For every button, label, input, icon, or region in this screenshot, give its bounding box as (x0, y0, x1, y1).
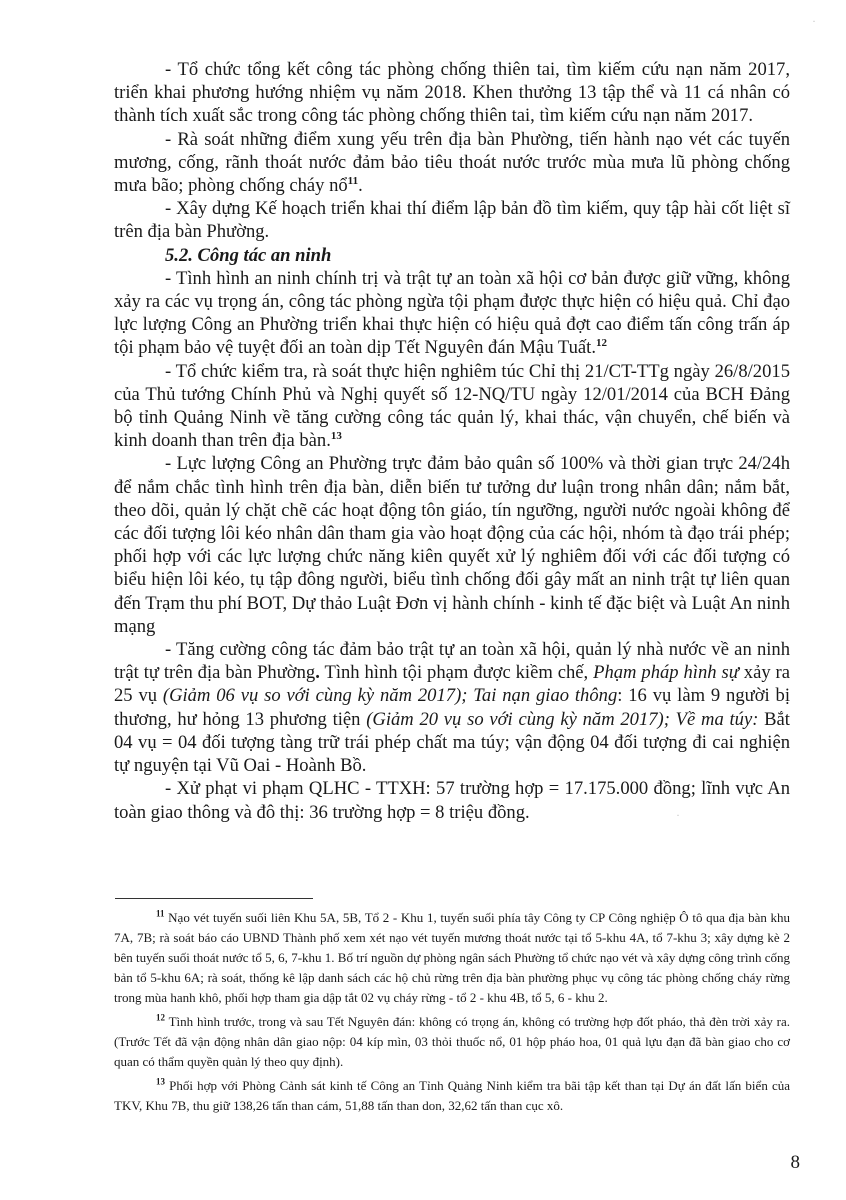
paragraph-8: - Xử phạt vi phạm QLHC - TTXH: 57 trường hợp = 17.175.000 đồng; lĩnh vực An toàn giao thông và đô thị: 36 trường hợp = 8 triệu đồng. (114, 778, 790, 823)
footnote-13: $^{13}$ Phối hợp với Phòng Cảnh sát kinh tế Công an Tỉnh Quảng Ninh kiểm tra bãi tập kết than tại Dự án đất lấn biển của TKV, Khu 7B, thu giữ 138,26 tấn than cám, 51,88 tấn than don, 32,62 tấn than cục xô. (114, 1076, 790, 1113)
paragraph-4: - Tình hình an ninh chính trị và trật tự an toàn xã hội cơ bản được giữ vững, không xảy ra các vụ trọng án, công tác phòng ngừa tội phạm được thực hiện có hiệu quả. Chỉ đạo lực lượng Công an Phường triển khai thực hiện có hiệu quả đợt cao điểm tấn công trấn áp tội phạm bảo vệ tuyệt đối an toàn dịp Tết Nguyên đán Mậu Tuất.$^{12}$ (114, 267, 790, 359)
paragraph-1: - Tổ chức tổng kết công tác phòng chống thiên tai, tìm kiếm cứu nạn năm 2017, triển khai phương hướng nhiệm vụ năm 2018. Khen thưởng 13 tập thể và 11 cá nhân có thành tích xuất sắc trong công tác phòng chống thiên tai, tìm kiếm cứu nạn năm 2017. (114, 59, 790, 127)
footnote-divider (115, 898, 313, 899)
paragraph-5: - Tổ chức kiểm tra, rà soát thực hiện nghiêm túc Chỉ thị 21/CT-TTg ngày 26/8/2015 của Thủ tướng Chính Phủ và Nghị quyết số 12-NQ/TU ngày 12/01/2014 của BCH Đảng bộ tỉnh Quảng Ninh về tăng cường công tác quản lý, khai thác, vận chuyển, chế biến và kinh doanh than trên địa bàn.$^{13}$ (114, 360, 790, 452)
paragraph-2: - Rà soát những điểm xung yếu trên địa bàn Phường, tiến hành nạo vét các tuyến mương, cống, rãnh thoát nước đảm bảo tiêu thoát nước trước mùa mưa lũ phòng chống mưa bão; phòng chống cháy nổ$^{11}$. (114, 128, 790, 197)
page-number: 8 (790, 1152, 800, 1173)
body-text (114, 58, 790, 824)
paragraph-3: - Xây dựng Kế hoạch triển khai thí điểm lập bản đồ tìm kiếm, quy tập hài cốt liệt sĩ trên địa bàn Phường. (114, 198, 790, 243)
footnote-ref-12[interactable]: 12 (596, 337, 607, 350)
footnote-11: $^{11}$ Nạo vét tuyến suối liên Khu 5A, 5B, Tổ 2 - Khu 1, tuyến suối phía tây Công ty CP Công nghiệp Ô tô qua địa bàn khu 7A, 7B; rà soát báo cáo UBND Thành phố xem xét nạo vét tuyến mương thoát nước tại tổ 5-khu 4A, tổ 7-khu 3; xây dựng kè 2 bên tuyến suối thoát nước tổ 5, 6, 7-khu 1. Bố trí nguồn dự phòng ngân sách Phường tổ chức nạo vét và xây dựng công trình cống bản tổ 5-khu 6A; rà soát, thống kê lập danh sách các hộ chủ rừng trên địa bàn phường phục vụ công tác phòng chống cháy rừng trong mùa hanh khô, phối hợp tham gia dập tắt 02 vụ cháy rừng - tổ 2 - khu 4B, tổ 5, 6 - khu 2. (114, 908, 790, 1005)
footnote-ref-13[interactable]: 13 (330, 430, 342, 443)
scan-speck: · (812, 14, 816, 28)
section-heading: 5.2. Công tác an ninh (165, 244, 332, 266)
paragraph-6: - Lực lượng Công an Phường trực đảm bảo quân số 100% và thời gian trực 24/24h để nắm chắc tình hình trên địa bàn, diễn biến tư tưởng dư luận trong nhân dân; nắm bắt, theo dõi, quản lý chặt chẽ các hoạt động tôn giáo, tín ngưỡng, người nước ngoài không để các đối tượng lôi kéo nhân dân tham gia vào hoạt động của các hội, nhóm tà đạo trái phép; phối hợp với các lực lượng chức năng kiên quyết xử lý nghiêm đối với các đối tượng có biểu hiện lôi kéo, tụ tập đông người, biểu tình chống đối gây mất an ninh trật tự liên quan đến Trạm thu phí BOT, Dự thảo Luật Đơn vị hành chính - kinh tế đặc biệt và Luật An ninh mạng (114, 453, 790, 637)
footnote-ref-11[interactable]: 11 (347, 174, 359, 187)
footnote-12: $^{12}$ Tình hình trước, trong và sau Tết Nguyên đán: không có trọng án, không có trường hợp đốt pháo, thả đèn trời xảy ra. (Trước Tết đã vận động nhân dân giao nộp: 04 kíp mìn, 03 thỏi thuốc nổ, 01 hộp pháo hoa, 01 quả lựu đạn đã bàn giao cho cơ quan có thẩm quyền quản lý theo quy định). (114, 1012, 790, 1069)
paragraph-7: - Tăng cường công tác đảm bảo trật tự an toàn xã hội, quản lý nhà nước về an ninh trật tự trên địa bàn Phường. Tình hình tội phạm được kiềm chế, Phạm pháp hình sự xảy ra 25 vụ (Giảm 06 vụ so với cùng kỳ năm 2017); Tai nạn giao thông: 16 vụ làm 9 người bị thương, hư hỏng 13 phương tiện (Giảm 20 vụ so với cùng kỳ năm 2017); Về ma túy: Bắt 04 vụ = 04 đối tượng tàng trữ trái phép chất ma túy; vận động 04 đối tượng đi cai nghiện tự nguyện tại Vũ Oai - Hoành Bồ. (114, 639, 791, 777)
scan-speck: · (676, 808, 680, 822)
footnotes (114, 908, 790, 1120)
